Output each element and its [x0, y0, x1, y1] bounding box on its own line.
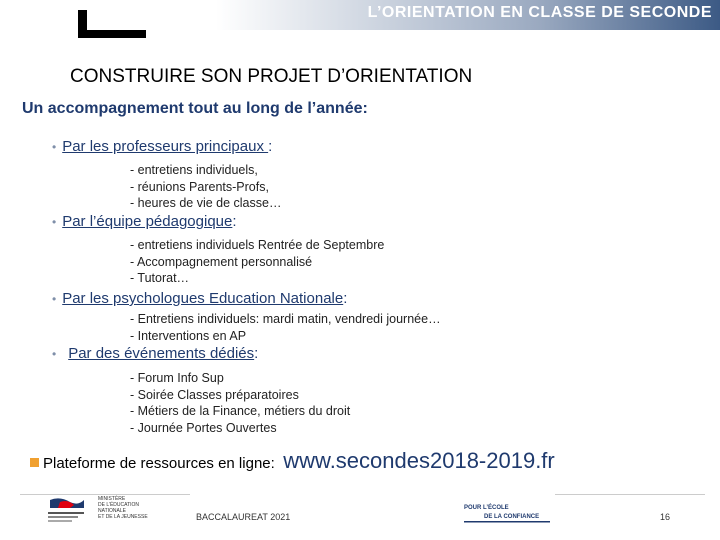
list-item: - Métiers de la Finance, métiers du droit	[130, 404, 351, 418]
page-number: 16	[660, 512, 671, 522]
bullet-icon: •	[52, 292, 57, 306]
logo-line1: POUR L’ÉCOLE	[464, 505, 509, 511]
ministry-logo-text: MINISTÈRE DE L’ÉDUCATION NATIONALE ET DE LA JEUNESSE	[98, 496, 148, 520]
footer-divider	[555, 494, 705, 495]
section-heading-equipe: • Par l’équipe pédagogique:	[52, 213, 237, 230]
section-heading-psychologues: • Par les psychologues Education Nationale:	[52, 290, 348, 307]
list-item: - Accompagnement personnalisé	[130, 254, 313, 269]
footer-divider	[20, 494, 190, 495]
footer-center-text: BACCALAUREAT 2021	[196, 512, 291, 522]
bullet-icon: •	[52, 140, 57, 154]
square-bullet-icon	[30, 458, 39, 467]
ecole-de-la-confiance-logo	[462, 500, 552, 524]
platform-label: Plateforme de ressources en ligne:	[43, 455, 275, 472]
section-items-psychologues	[130, 311, 441, 344]
list-item: - Soirée Classes préparatoires	[130, 387, 299, 402]
list-item: - Entretiens individuels: mardi matin, vendredi journée…	[130, 312, 441, 326]
platform-url-link[interactable]: www.secondes2018-2019.fr	[283, 448, 555, 473]
list-item: - Forum Info Sup	[130, 371, 224, 385]
section-items-equipe	[130, 237, 384, 287]
corner-bracket-mark	[78, 10, 146, 38]
logo-line2: DE LA CONFIANCE	[484, 514, 540, 520]
section-heading-professeurs: • Par les professeurs principaux :	[52, 138, 273, 155]
list-item: - entretiens individuels,	[130, 163, 258, 177]
section-heading-evenements: • Par des événements dédiés:	[52, 345, 259, 362]
bullet-icon: •	[52, 347, 57, 361]
bullet-icon: •	[52, 215, 57, 229]
header-title: L’ORIENTATION EN CLASSE DE SECONDE	[367, 4, 712, 21]
list-item: - réunions Parents-Profs,	[130, 179, 269, 194]
subtitle: Un accompagnement tout au long de l’année:	[22, 100, 368, 117]
list-item: - heures de vie de classe…	[130, 196, 282, 210]
list-item: - Interventions en AP	[130, 328, 247, 343]
section-items-evenements	[130, 370, 350, 436]
platform-line	[30, 448, 555, 474]
list-item: - Tutorat…	[130, 271, 190, 285]
list-item: - entretiens individuels Rentrée de Septembre	[130, 238, 385, 252]
republique-francaise-logo	[40, 496, 92, 526]
section-items-professeurs	[130, 162, 281, 212]
list-item: - Journée Portes Ouvertes	[130, 420, 277, 435]
page-title: CONSTRUIRE SON PROJET D’ORIENTATION	[70, 66, 473, 87]
